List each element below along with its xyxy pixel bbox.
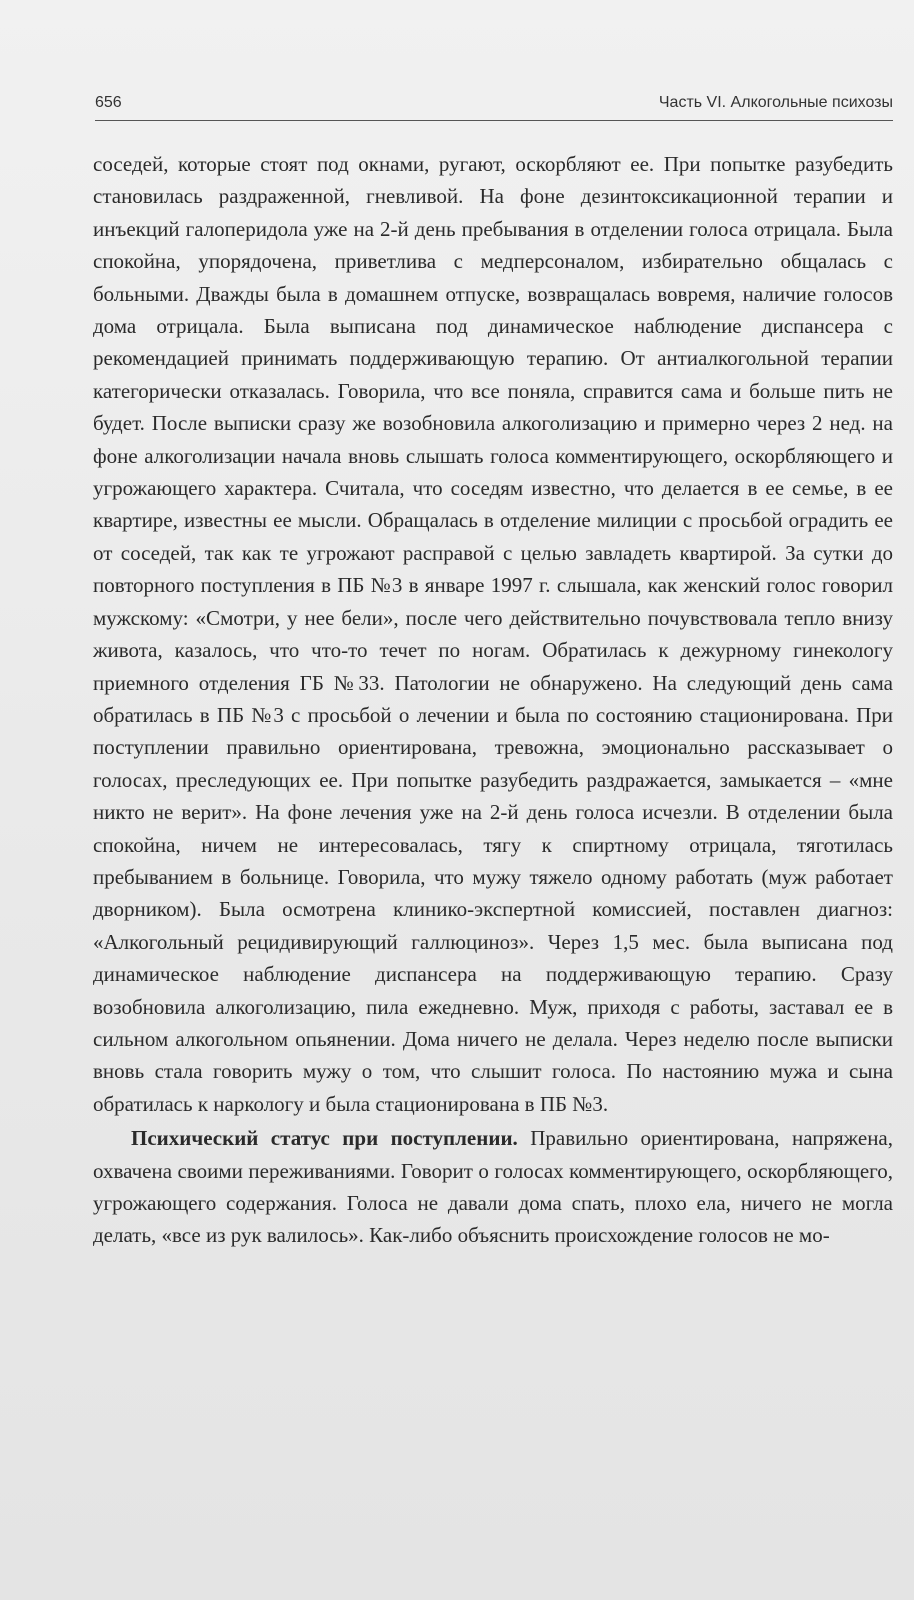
page-header bbox=[95, 90, 893, 118]
body-text bbox=[93, 148, 893, 1252]
paragraph-2-text: Правильно ориентирована, напряжена, охвачена своими переживаниями. Говорит о голосах комментирующего, оскорбляющего, угрожающего содержания. Голоса не давали дома спать, плохо ела, ничего не могла делать, «все из рук валилось». Как-либо объяснить происхождение голосов не мо- bbox=[93, 1126, 893, 1248]
paragraph-2-lead: Психический статус при поступлении. bbox=[131, 1126, 518, 1151]
paragraph-1: соседей, которые стоят под окнами, ругают, оскорбляют ее. При попытке разубедить становилась раздраженной, гневливой. На фоне дезинтоксикационной терапии и инъекций галоперидола уже на 2-й день пребывания в отделении голоса отрицала. Была спокойна, упорядочена, приветлива с медперсоналом, избирательно общалась с больными. Дважды была в домашнем отпуске, возвращалась вовремя, наличие голосов дома отрицала. Была выписана под динамическое наблюдение диспансера с рекомендацией принимать поддерживающую терапию. От антиалкогольной терапии категорически отказалась. Говорила, что все поняла, справится сама и больше пить не будет. После выписки сразу же возобновила алкоголизацию и примерно через 2 нед. на фоне алкоголизации начала вновь слышать голоса комментирующего, оскорбляющего и угрожающего характера. Считала, что соседям известно, что делается в ее семье, в ее квартире, известны ее мысли. Обращалась в отделение милиции с просьбой оградить ее от соседей, так как те угрожают расправой с целью завладеть квартирой. За сутки до повторного поступления в ПБ №3 в январе 1997 г. слышала, как женский голос говорил мужскому: «Смотри, у нее бели», после чего действительно почувствовала тепло внизу живота, казалось, что что-то течет по ногам. Обратилась к дежурному гинекологу приемного отделения ГБ №33. Патологии не обнаружено. На следующий день сама обратилась в ПБ №3 с просьбой о лечении и была по состоянию стационирована. При поступлении правильно ориентирована, тревожна, эмоционально рассказывает о голосах, преследующих ее. При попытке разубедить раздражается, замыкается – «мне никто не верит». На фоне лечения уже на 2-й день голоса исчезли. В отделении была спокойна, ничем не интересовалась, тягу к спиртному отрицала, тяготилась пребыванием в больнице. Говорила, что мужу тяжело одному работать (муж работает дворником). Была осмотрена клинико-экспертной комиссией, поставлен диагноз: «Алкогольный рецидивирующий галлюциноз». Через 1,5 мес. была выписана под динамическое наблюдение диспансера на поддерживающую терапию. Сразу возобновила алкоголизацию, пила ежедневно. Муж, приходя с работы, заставал ее в сильном алкогольном опьянении. Дома ничего не делала. Через неделю после выписки вновь стала говорить мужу о том, что слышит голоса. По настоянию мужа и сына обратилась к наркологу и была стационирована в ПБ №3. bbox=[93, 152, 893, 1116]
running-head: Часть VI. Алкогольные психозы bbox=[658, 94, 893, 111]
paragraph-2 bbox=[93, 1122, 893, 1252]
page-number: 656 bbox=[95, 94, 122, 111]
header-rule bbox=[95, 120, 893, 121]
